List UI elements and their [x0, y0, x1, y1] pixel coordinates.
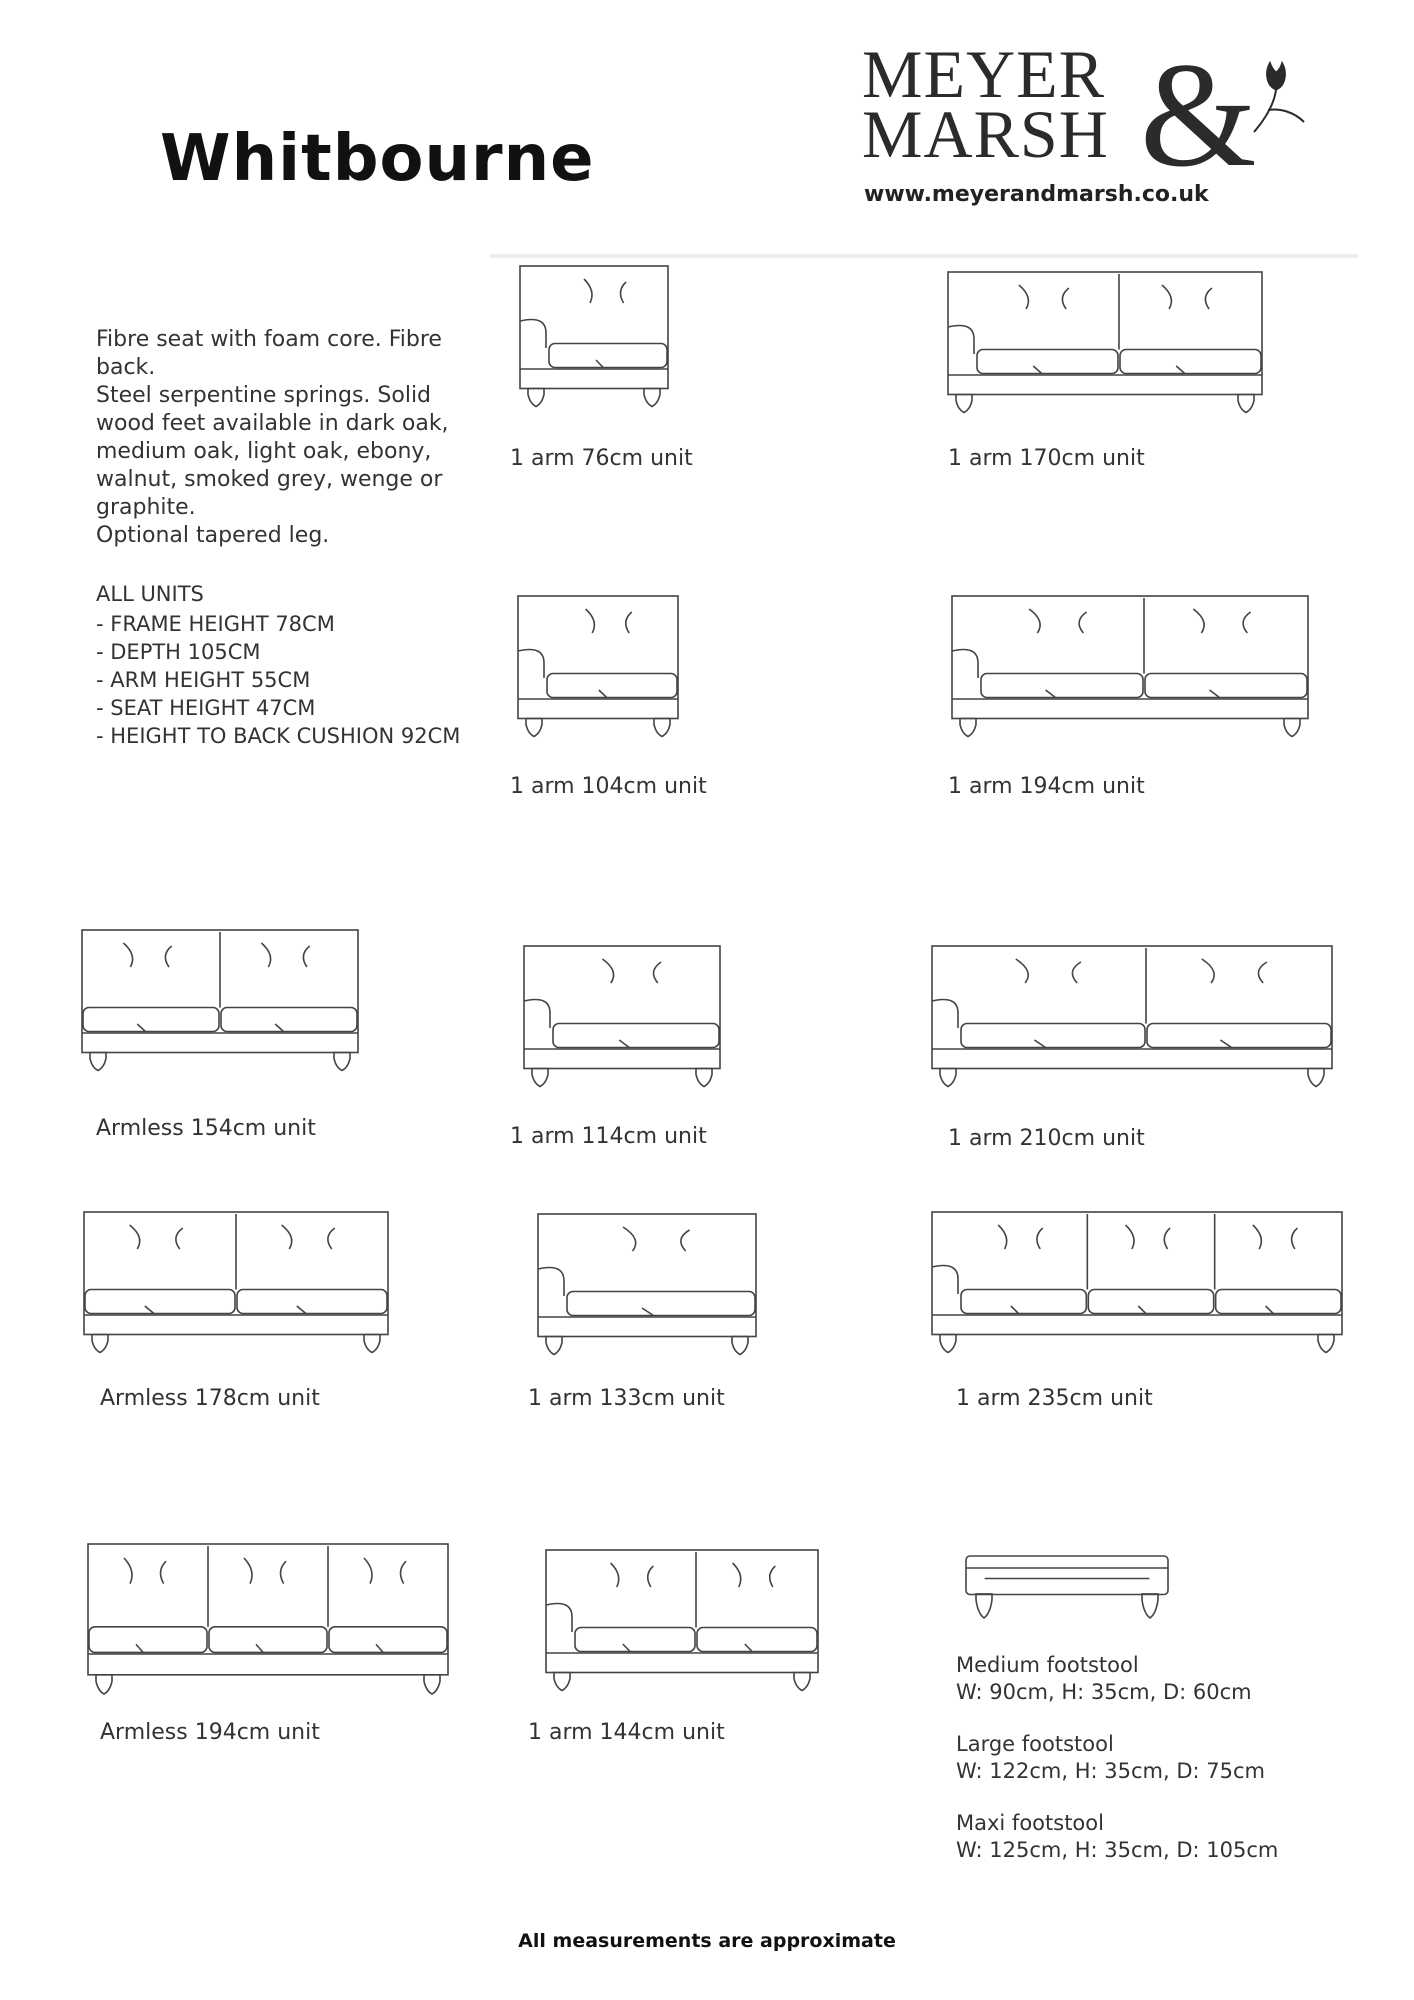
footstool-name: Maxi footstool: [956, 1811, 1104, 1835]
spec-seat-height: - SEAT HEIGHT 47CM: [96, 696, 316, 720]
sofa-unit-drawing: [518, 264, 670, 414]
sofa-unit-drawing: [544, 1548, 820, 1698]
footstool-medium: [956, 1652, 1252, 1706]
footstool-maxi: [956, 1810, 1278, 1864]
unit-caption: 1 arm 144cm unit: [528, 1720, 725, 1745]
brand-name-line1: MEYER: [862, 36, 1105, 112]
sofa-unit-drawing: [80, 928, 360, 1078]
footstool-name: Large footstool: [956, 1732, 1114, 1756]
page-title: Whitbourne: [160, 122, 595, 196]
sofa-unit-drawing: [930, 1210, 1344, 1360]
footstool-dimensions: W: 125cm, H: 35cm, D: 105cm: [956, 1838, 1279, 1862]
product-description: Fibre seat with foam core. Fibre back. Steel serpentine springs. Solid wood feet available in dark oak, medium oak, light oak, ebony, walnut, smoked grey, wenge or graphite. Optional tapered leg.: [96, 327, 449, 548]
spec-frame-height: - FRAME HEIGHT 78CM: [96, 612, 335, 636]
footstool-dimensions: W: 122cm, H: 35cm, D: 75cm: [956, 1759, 1265, 1783]
brand-name-line2: MARSH: [862, 96, 1109, 172]
unit-caption: 1 arm 133cm unit: [528, 1386, 725, 1411]
footstool-large: [956, 1731, 1265, 1785]
all-units-heading: ALL UNITS: [96, 582, 204, 606]
footstool-dimensions: W: 90cm, H: 35cm, D: 60cm: [956, 1680, 1252, 1704]
footstool-drawing: [964, 1554, 1170, 1624]
sofa-unit-drawing: [946, 270, 1264, 420]
unit-caption: 1 arm 235cm unit: [956, 1386, 1153, 1411]
sofa-unit-drawing: [930, 944, 1334, 1094]
sofa-unit-drawing: [522, 944, 722, 1094]
sofa-unit-drawing: [516, 594, 680, 744]
spec-depth: - DEPTH 105CM: [96, 640, 261, 664]
tulip-icon: [1250, 52, 1310, 142]
sofa-unit-drawing: [82, 1210, 390, 1360]
unit-caption: 1 arm 76cm unit: [510, 446, 693, 471]
unit-caption: 1 arm 104cm unit: [510, 774, 707, 799]
spec-arm-height: - ARM HEIGHT 55CM: [96, 668, 311, 692]
unit-caption: 1 arm 114cm unit: [510, 1124, 707, 1149]
unit-caption: 1 arm 170cm unit: [948, 446, 1145, 471]
spec-back-cushion-height: - HEIGHT TO BACK CUSHION 92CM: [96, 724, 461, 748]
sofa-unit-drawing: [86, 1542, 450, 1702]
brand-ampersand: &: [1140, 32, 1257, 198]
unit-caption: Armless 194cm unit: [100, 1720, 320, 1745]
footstool-name: Medium footstool: [956, 1653, 1139, 1677]
sofa-unit-drawing: [950, 594, 1310, 744]
footer-note: All measurements are approximate: [518, 1930, 896, 1952]
brand-logo[interactable]: [862, 36, 1109, 172]
header-divider: [490, 254, 1358, 258]
website-link[interactable]: www.meyerandmarsh.co.uk: [864, 182, 1209, 207]
sofa-unit-drawing: [536, 1212, 758, 1362]
unit-caption: 1 arm 194cm unit: [948, 774, 1145, 799]
unit-caption: Armless 154cm unit: [96, 1116, 316, 1141]
unit-caption: Armless 178cm unit: [100, 1386, 320, 1411]
unit-caption: 1 arm 210cm unit: [948, 1126, 1145, 1151]
